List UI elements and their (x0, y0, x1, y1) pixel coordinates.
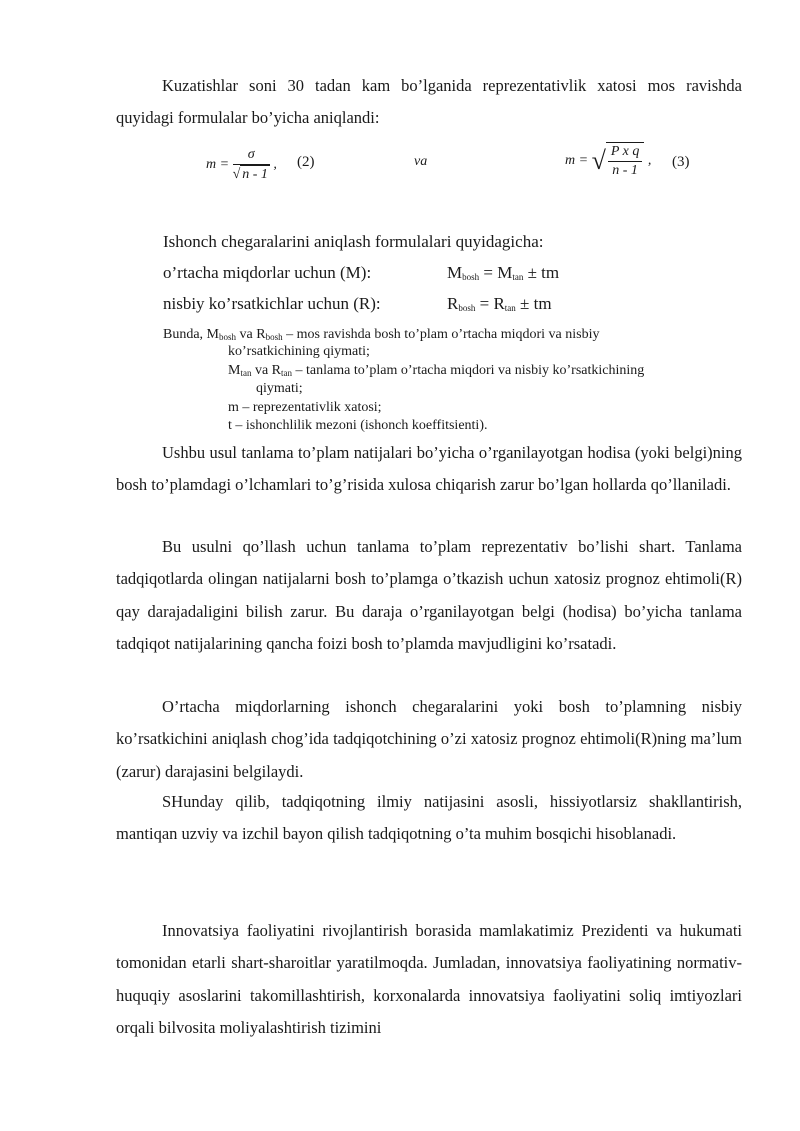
note-4: t – ishonchlilik mezoni (ishonch koeffitsienti). (228, 418, 488, 433)
mean-limits-line (163, 257, 560, 289)
formula-2-fraction (233, 146, 270, 184)
formula-3 (565, 142, 651, 180)
formula-2-denominator: n - 1 (242, 167, 268, 182)
formula-2 (206, 146, 277, 184)
relative-limits-line (163, 288, 552, 320)
note-2: $M_{tan}$ va $R_{tan}$ – tanlama to’plam o’rtacha miqdori va nisbiy ko’rsatkichining (228, 363, 645, 378)
sqrt-icon: √ (232, 167, 241, 182)
formula-2-numerator: σ (233, 146, 270, 165)
body-paragraph-6: Innovatsiya faoliyatini rivojlantirish borasida mamlakatimiz Prezidenti va hukumati tomonidan etarli shart-sharoitlar yaratilmoqda. Jumladan, innovatsiya faoliyatining normativ-huquqiy asoslarini takomillashtirish, korxonalarda innovatsiya faoliyatini soliq imtiyozlari orqali bilvosita moliyalashtirish tizimini (116, 921, 742, 1038)
formula-3-denominator: n - 1 (612, 163, 638, 178)
body-paragraph-2: Ushbu usul tanlama to’plam natijalari bo’yicha o’rganilayotgan hodisa (yoki belgi)ning bosh to’plamdagi o’lchamlari to’g’risida xulosa chiqarish zarur bo’lgan hollarda qo’llaniladi. (116, 443, 742, 495)
note-1-cont: ko’rsatkichining qiymati; (228, 344, 370, 359)
intro-paragraph: Kuzatishlar soni 30 tadan kam bo’lganida reprezentativlik xatosi mos ravishda quyidagi formulalar bo’yicha aniqlandi: (116, 76, 742, 128)
mean-limits-formula: $M_{bosh} = M_{tan}$ ± tm (447, 263, 560, 282)
formula-connector: va (414, 154, 428, 169)
note-2-cont: qiymati; (256, 381, 303, 396)
formula-3-comma: , (647, 153, 652, 169)
note-1: Bunda, $M_{bosh}$ va $R_{bosh}$ – mos ravishda bosh to’plam o’rtacha miqdori va nisbiy (163, 327, 600, 342)
formula-row (0, 140, 800, 190)
formula-3-lhs: m = (565, 153, 589, 169)
confidence-heading: Ishonch chegaralarini aniqlash formulalari quyidagicha: (163, 232, 544, 251)
sqrt-icon: √ (591, 146, 606, 175)
relative-limits-formula: $R_{bosh} = R_{tan}$ ± tm (447, 294, 552, 313)
equation-number-2: (2) (297, 154, 315, 170)
formula-2-comma: , (273, 157, 277, 173)
body-paragraph-5: SHunday qilib, tadqiqotning ilmiy natijasini asosli, hissiyotlarsiz shakllantirish, mantiqan uzviy va izchil bayon qilish tadqiqotning o’ta muhim bosqichi hisoblanadi. (116, 792, 742, 844)
note-3: m – reprezentativlik xatosi; (228, 400, 382, 415)
formula-3-numerator: P x q (608, 143, 643, 162)
relative-limits-label: nisbiy ko’rsatkichlar uchun (R): (163, 294, 381, 313)
equation-number-3: (3) (672, 154, 690, 170)
body-paragraph-3: Bu usulni qo’llash uchun tanlama to’plam reprezentativ bo’lishi shart. Tanlama tadqiqotlarda olingan natijalarni bosh to’plamga o’tkazish uchun xatosiz prognoz ehtimoli(R) qay darajadaligini bilish zarur. Bu daraja o’rganilayotgan belgi (hodisa) bo’yicha tanlama tadqiqot natijalarining qancha foizi bosh to’plamda mavjudligini ko’rsatadi. (116, 537, 742, 654)
formula-2-lhs: m = (206, 157, 230, 173)
mean-limits-label: o’rtacha miqdorlar uchun (M): (163, 263, 372, 282)
formula-3-fraction (606, 142, 645, 180)
body-paragraph-4: O’rtacha miqdorlarning ishonch chegaralarini yoki bosh to’plamning nisbiy ko’rsatkichini aniqlash chog’ida tadqiqotchining o’zi xatosiz prognoz ehtimoli(R)ning ma’lum (zarur) darajasini belgilaydi. (116, 697, 742, 781)
